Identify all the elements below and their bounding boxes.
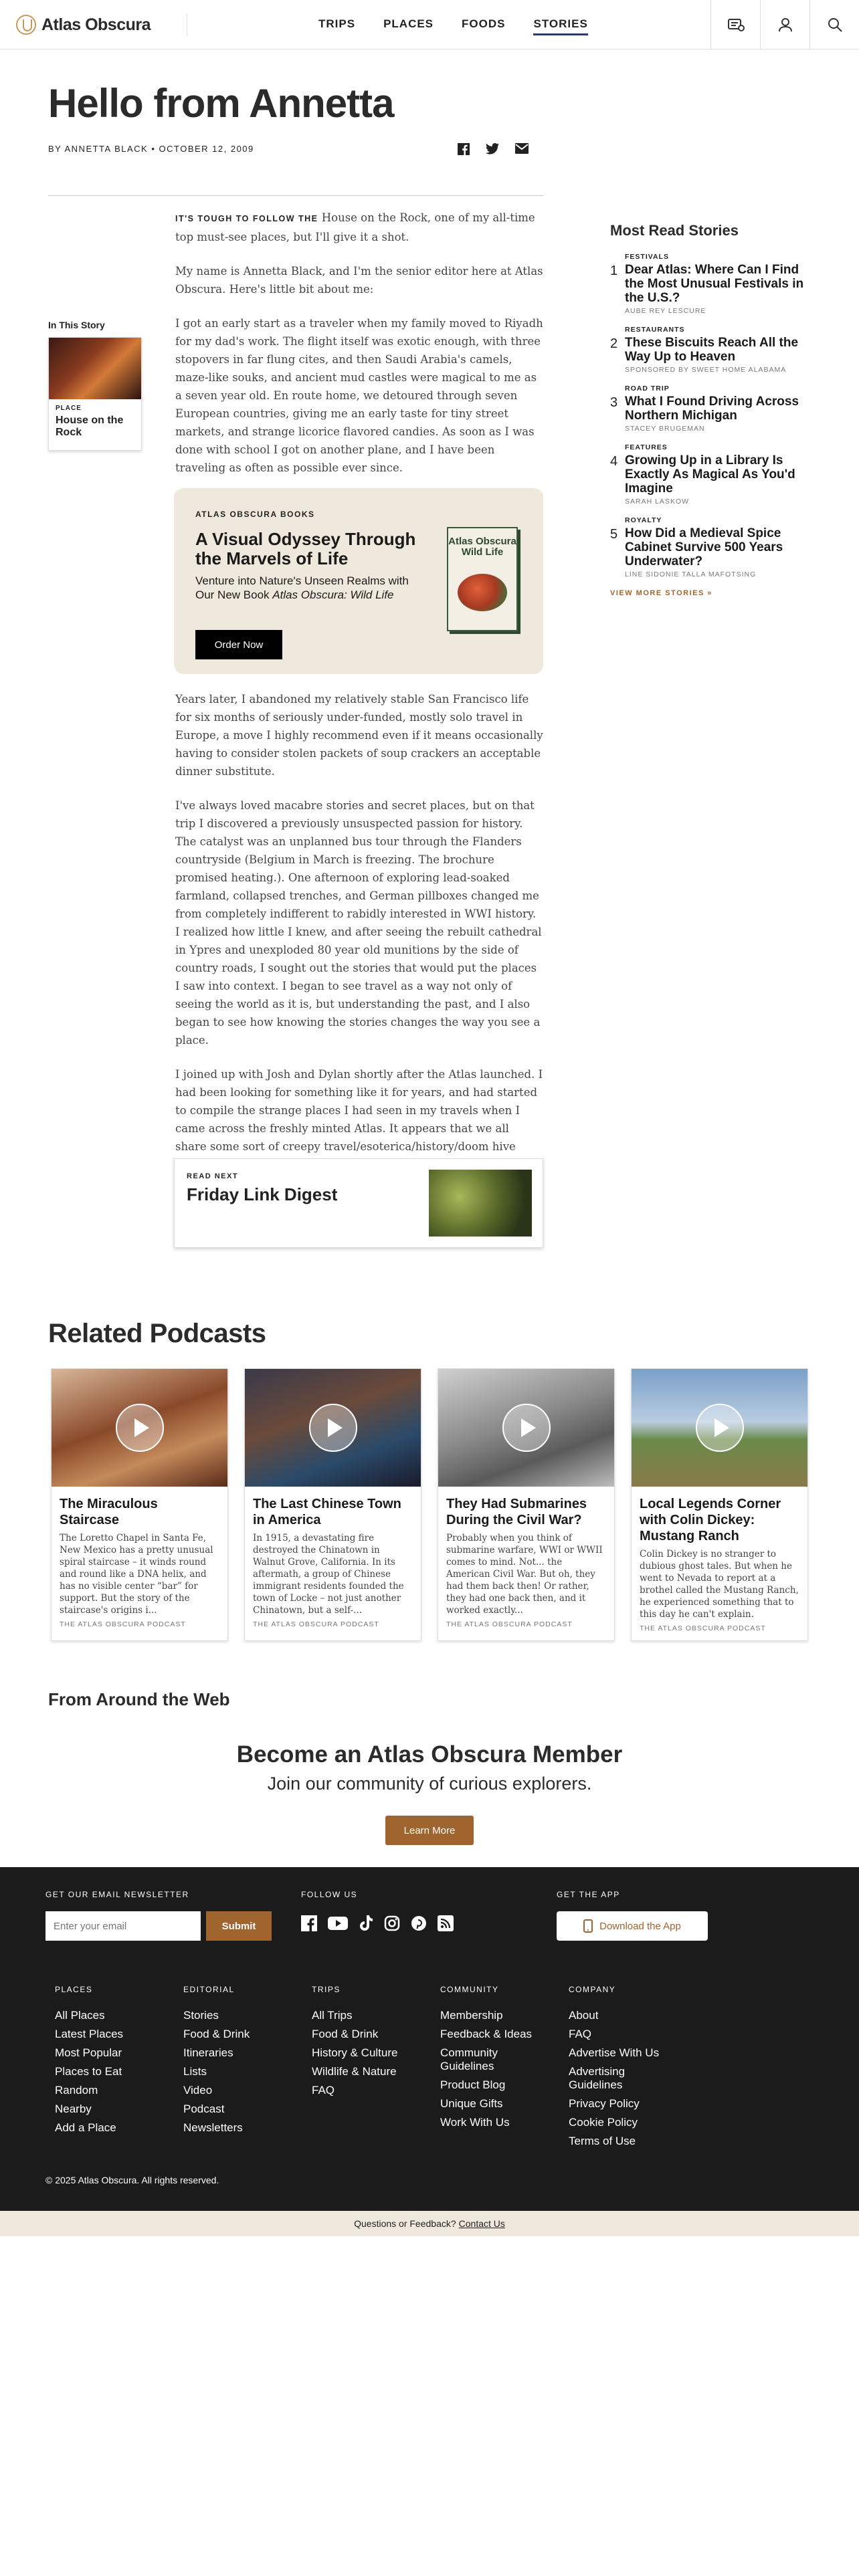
footer-link[interactable]: Membership [440, 2009, 503, 2022]
site-logo[interactable] [16, 13, 187, 36]
podcast-thumbnail [52, 1369, 227, 1487]
item-title: Growing Up in a Library Is Exactly As Magical As You'd Imagine [625, 453, 795, 496]
footer-link[interactable]: Cookie Policy [569, 2116, 638, 2129]
feedback-bar [0, 2211, 859, 2236]
feedback-question: Questions or Feedback? [354, 2218, 456, 2229]
promo-subtitle [195, 574, 423, 602]
item-category: ROAD TRIP [625, 385, 670, 393]
play-icon[interactable] [502, 1404, 551, 1452]
footer-link[interactable]: Latest Places [55, 2028, 124, 2040]
podcast-description: In 1915, a devastating fire destroyed the Chinatown in Walnut Grove, California. In its aftermath, a group of Chinese immigrant residents founded the town of Locke – not just another Chinatown, but a self-... [253, 1533, 404, 1616]
related-podcasts-heading: Related Podcasts [48, 1319, 266, 1348]
member-heading: Become an Atlas Obscura Member [236, 1741, 623, 1767]
play-icon[interactable] [696, 1404, 744, 1452]
play-icon[interactable] [116, 1404, 164, 1452]
footer-link[interactable]: Stories [183, 2009, 219, 2022]
contact-us-link[interactable]: Contact Us [458, 2218, 505, 2229]
around-web-heading: From Around the Web [48, 1689, 230, 1709]
email-share-icon[interactable] [515, 143, 529, 154]
paragraph [175, 209, 543, 246]
byline: BY ANNETTA BLACK • OCTOBER 12, 2009 [48, 144, 254, 154]
promo-sub-book: Atlas Obscura: Wild Life [272, 588, 394, 601]
footer-link[interactable]: Newsletters [183, 2121, 243, 2134]
promo-sub-text: Venture into Nature's Unseen Realms with Our New Book [195, 574, 409, 601]
footer-link[interactable]: Work With Us [440, 2116, 510, 2129]
logo-text: Atlas Obscura [41, 15, 151, 34]
paragraph: Years later, I abandoned my relatively stable San Francisco life for six months of seriously under-funded, mostly solo travel in Europe, a move I highly recommend even if it means occasionally having to consider stolen packets of soup crackers an acceptable dinner substitute. [175, 693, 543, 778]
footer-link[interactable]: Food & Drink [183, 2028, 250, 2040]
facebook-icon[interactable] [458, 143, 470, 155]
footer-link[interactable]: Wildlife & Nature [312, 2065, 397, 2078]
article-body [175, 209, 543, 493]
main-nav [318, 17, 588, 35]
learn-more-button[interactable]: Learn More [385, 1816, 474, 1845]
read-next-thumbnail [429, 1170, 532, 1237]
book-title: Atlas Obscura Wild Life [448, 536, 516, 558]
item-author: STACEY BRUGEMAN [625, 425, 705, 433]
podcast-source: THE ATLAS OBSCURA PODCAST [60, 1620, 186, 1628]
footer-link[interactable]: Community Guidelines [440, 2046, 498, 2072]
site-footer [0, 1867, 859, 2211]
podcast-card[interactable] [438, 1368, 615, 1641]
book-art [458, 574, 507, 611]
lead-text: House on the Rock, one of my all-time top must-see places, but I'll give it a shot. [175, 211, 535, 243]
most-read-item[interactable] [610, 253, 811, 315]
item-title: How Did a Medieval Spice Cabinet Survive 500 Years Underwater? [625, 526, 783, 568]
header-actions [710, 0, 859, 49]
youtube-icon[interactable] [328, 1915, 348, 1931]
podcast-thumbnail [632, 1369, 807, 1487]
paragraph: I joined up with Josh and Dylan shortly after the Atlas launched. I had been looking for something like it for years, and had started to compile the strange places I had seen in my travels when I came across the freshly minted Atlas. It appears that we all share some sort of creepy travel/esoterica/history/doom hive [175, 1068, 543, 1153]
newsletter-submit-button[interactable]: Submit [206, 1911, 272, 1941]
footer-column-heading: COMPANY [569, 1985, 616, 1994]
footer-column-heading: PLACES [55, 1985, 93, 1994]
footer-link[interactable]: Places to Eat [55, 2065, 122, 2078]
header-divider [48, 195, 543, 196]
user-icon[interactable] [760, 0, 809, 49]
footer-link[interactable]: Advertising Guidelines [569, 2065, 626, 2091]
podcast-source: THE ATLAS OBSCURA PODCAST [640, 1624, 766, 1632]
order-now-button[interactable]: Order Now [195, 630, 282, 659]
footer-link[interactable]: Unique Gifts [440, 2097, 503, 2110]
footer-link[interactable]: Advertise With Us [569, 2046, 660, 2059]
podcast-title: Local Legends Corner with Colin Dickey: Mustang Ranch [640, 1497, 781, 1543]
podcast-list [51, 1368, 808, 1641]
logo-icon [16, 15, 36, 35]
footer-link[interactable]: FAQ [569, 2028, 592, 2040]
instagram-icon[interactable] [384, 1915, 400, 1931]
phone-icon [583, 1919, 593, 1933]
podcast-source: THE ATLAS OBSCURA PODCAST [446, 1620, 573, 1628]
item-number: 1 [610, 263, 618, 278]
footer-link[interactable]: Video [183, 2084, 213, 2097]
place-kind: PLACE [56, 405, 82, 412]
footer-column-community [440, 1985, 541, 2135]
item-number: 2 [610, 336, 618, 351]
share-links [458, 143, 529, 155]
site-header [0, 0, 859, 49]
view-more-stories-link[interactable]: VIEW MORE STORIES » [610, 589, 712, 597]
footer-column-company [569, 1985, 669, 2153]
footer-column-trips [312, 1985, 412, 2103]
footer-link[interactable]: FAQ [312, 2084, 335, 2097]
most-read-item[interactable] [610, 516, 811, 578]
footer-link[interactable]: Terms of Use [569, 2135, 636, 2147]
member-subheading: Join our community of curious explorers. [267, 1774, 592, 1794]
podcast-description: Probably when you think of submarine warfare, WWI or WWII comes to mind. Not... the American Civil War. But oh, they had them back then! Or rather, they had one back then, and it worked exactly... [446, 1533, 603, 1616]
read-next-card[interactable] [174, 1158, 543, 1248]
footer-column-heading: COMMUNITY [440, 1985, 499, 1994]
footer-link[interactable]: Product Blog [440, 2078, 506, 2091]
most-read-item[interactable] [610, 443, 811, 506]
rss-icon[interactable] [438, 1915, 454, 1931]
podcast-source: THE ATLAS OBSCURA PODCAST [253, 1620, 379, 1628]
most-read-item[interactable] [610, 385, 811, 433]
item-number: 3 [610, 395, 618, 410]
app-label: GET THE APP [557, 1890, 620, 1899]
podcast-card[interactable] [244, 1368, 421, 1641]
nav-foods[interactable]: FOODS [462, 17, 506, 30]
footer-column-heading: TRIPS [312, 1985, 341, 1994]
promo-kicker: ATLAS OBSCURA BOOKS [195, 510, 315, 519]
social-links [301, 1915, 454, 1931]
promo-title: A Visual Odyssey Through the Marvels of Life [195, 529, 416, 568]
footer-link[interactable]: Privacy Policy [569, 2097, 640, 2110]
footer-link[interactable]: Nearby [55, 2103, 92, 2115]
podcast-title: The Miraculous Staircase [60, 1497, 158, 1527]
item-author: SPONSORED BY SWEET HOME ALABAMA [625, 366, 787, 374]
footer-link[interactable]: Podcast [183, 2103, 225, 2115]
place-thumbnail [49, 338, 141, 399]
podcast-title: The Last Chinese Town in America [253, 1497, 401, 1527]
newsletter-label: GET OUR EMAIL NEWSLETTER [45, 1890, 189, 1899]
in-this-story-label: In This Story [48, 320, 105, 330]
most-read-sidebar [610, 222, 811, 597]
footer-link[interactable]: Add a Place [55, 2121, 116, 2134]
follow-label: FOLLOW US [301, 1890, 358, 1899]
footer-column-places [55, 1985, 155, 2140]
item-number: 5 [610, 527, 618, 542]
facebook-icon[interactable] [301, 1915, 317, 1931]
footer-link[interactable]: Most Popular [55, 2046, 122, 2059]
read-next-kicker: READ NEXT [187, 1172, 239, 1180]
footer-column-editorial [183, 1985, 284, 2140]
podcast-thumbnail [438, 1369, 614, 1487]
search-icon[interactable] [809, 0, 859, 49]
podcast-card[interactable] [51, 1368, 228, 1641]
page-title: Hello from Annetta [48, 81, 394, 126]
lead-caps: IT'S TOUGH TO FOLLOW THE [175, 214, 318, 223]
item-number: 4 [610, 454, 618, 469]
most-read-item[interactable] [610, 326, 811, 374]
book-cover[interactable] [447, 527, 518, 631]
paragraph: I got an early start as a traveler when my family moved to Riyadh for my dad's work. The flight itself was exotic enough, with three stopovers in far flung cites, and then Saudi Arabia's camels, maze-like souks, and ancient mud castles were magical to me as a seven year old. En route home, we detoured through seven European countries, giving me an early taste for tiny street markets, and strange licorice flavored candies. As soon as I was done with school I got on another plane, and I have been traveling as often as possible ever since. [175, 317, 543, 474]
item-title: What I Found Driving Across Northern Michigan [625, 395, 799, 423]
podcast-thumbnail [245, 1369, 421, 1487]
footer-link[interactable]: All Trips [312, 2009, 353, 2022]
podcast-description: Colin Dickey is no stranger to dubious ghost tales. But when he went to Nevada to report at a brothel called the Mustang Ranch, he experienced something that to this day he can't explain. [640, 1549, 799, 1620]
footer-link[interactable]: Itineraries [183, 2046, 233, 2059]
paragraph: I've always loved macabre stories and secret places, but on that trip I discovered a previously unsuspected passion for history. The catalyst was an unplanned bus tour through the Flanders countryside (Belgium in March is freezing. The brochure promised heating.). One afternoon of exploring lead-soaked farmland, collapsed trenches, and German pillboxes changed me from completely indifferent to rabidly interested in WWI history. I realized how little I knew, and after seeing the rebuilt cathedral in Ypres and unexploded 80 year old munitions by the side of country roads, I sought out the stories that would put the places I saw into context. I began to see travel as a way not only of seeing the world as it is, but understanding the past, and I also began to see how knowing the stories changes the way you see a place. [175, 799, 542, 1047]
play-icon[interactable] [309, 1404, 357, 1452]
podcast-card[interactable] [631, 1368, 808, 1641]
pinterest-icon[interactable] [411, 1915, 427, 1931]
footer-link[interactable]: All Places [55, 2009, 105, 2022]
passport-icon[interactable] [710, 0, 760, 49]
tiktok-icon[interactable] [359, 1915, 373, 1931]
podcast-title: They Had Submarines During the Civil War? [446, 1497, 587, 1527]
footer-link[interactable]: Lists [183, 2065, 207, 2078]
footer-column-heading: EDITORIAL [183, 1985, 235, 1994]
item-category: ROYALTY [625, 516, 662, 524]
newsletter-email-input[interactable] [45, 1911, 201, 1941]
item-author: AUBE REY LESCURE [625, 307, 706, 315]
footer-link[interactable]: Feedback & Ideas [440, 2028, 533, 2040]
footer-link[interactable]: Food & Drink [312, 2028, 379, 2040]
place-name: House on the Rock [56, 415, 124, 438]
read-next-title: Friday Link Digest [187, 1184, 338, 1204]
book-promo [174, 488, 543, 674]
article-body-continued [175, 690, 543, 1190]
item-author: SARAH LASKOW [625, 498, 690, 506]
item-title: Dear Atlas: Where Can I Find the Most Unusual Festivals in the U.S.? [625, 263, 804, 305]
footer-link[interactable]: Random [55, 2084, 98, 2097]
footer-link[interactable]: About [569, 2009, 599, 2022]
item-category: FESTIVALS [625, 253, 669, 261]
most-read-heading: Most Read Stories [610, 222, 739, 239]
footer-link[interactable]: History & Culture [312, 2046, 398, 2059]
in-this-story-card[interactable] [48, 337, 142, 451]
copyright: © 2025 Atlas Obscura. All rights reserved. [45, 2175, 219, 2185]
paragraph: My name is Annetta Black, and I'm the senior editor here at Atlas Obscura. Here's little bit about me: [175, 265, 543, 296]
download-app-button[interactable] [557, 1911, 708, 1941]
twitter-icon[interactable] [486, 143, 499, 155]
nav-stories[interactable]: STORIES [533, 17, 587, 35]
item-category: RESTAURANTS [625, 326, 685, 334]
item-title: These Biscuits Reach All the Way Up to Heaven [625, 336, 799, 364]
podcast-description: The Loretto Chapel in Santa Fe, New Mexico has a pretty unusual spiral staircase – it winds round and round like a DNA helix, and has no visible center “bar” for support. But the story of the staircase's origins i... [60, 1533, 213, 1616]
download-app-label: Download the App [599, 1920, 681, 1932]
item-author: LINE SIDONIE TALLA MAFOTSING [625, 570, 757, 578]
item-category: FEATURES [625, 443, 668, 451]
nav-trips[interactable]: TRIPS [318, 17, 356, 30]
nav-places[interactable]: PLACES [383, 17, 434, 30]
